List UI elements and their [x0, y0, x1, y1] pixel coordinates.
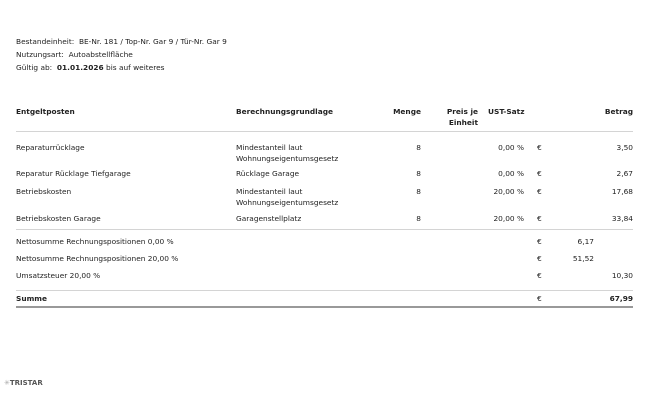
row-ust: 0,00 % [498, 143, 524, 152]
summary-value: 51,52 [572, 254, 594, 263]
header-betrag: Betrag [604, 107, 633, 116]
row-grundlage-line2: Wohnungseigentumsgesetz [236, 198, 339, 207]
total-value: 67,99 [609, 294, 633, 303]
row-posten: Betriebskosten Garage [16, 214, 101, 223]
row-betrag: 33,84 [611, 214, 633, 223]
nutzungsart [16, 50, 133, 60]
row-currency: € [537, 143, 542, 152]
row-grundlage-line2: Wohnungseigentumsgesetz [236, 154, 339, 163]
header-entgeltposten: Entgeltposten [16, 107, 75, 116]
divider [16, 290, 633, 291]
row-currency: € [537, 214, 542, 223]
suffix: bis auf weiteres [106, 63, 165, 72]
date: 01.01.2026 [56, 63, 104, 72]
bestandeinheit [16, 37, 227, 47]
star-icon: ✳ [4, 379, 10, 387]
row-menge: 8 [416, 187, 421, 196]
row-grundlage: Mindestanteil laut [236, 143, 303, 152]
row-menge: 8 [416, 143, 421, 152]
divider [16, 229, 633, 230]
header-preis: Preis je [446, 107, 478, 116]
header-ust-satz: UST-Satz [488, 107, 525, 116]
total-divider [16, 306, 633, 308]
logo-text: TRISTAR [9, 379, 43, 387]
summary-currency: € [537, 254, 542, 263]
header-preis-einheit: Einheit [448, 118, 478, 127]
row-ust: 0,00 % [498, 169, 524, 178]
row-grundlage: Mindestanteil laut [236, 187, 303, 196]
row-ust: 20,00 % [493, 214, 524, 223]
summary-label: Nettosumme Rechnungspositionen 0,00 % [16, 237, 174, 246]
label: Bestandeinheit: [16, 37, 75, 46]
label: Gültig ab: [16, 63, 53, 72]
row-posten: Reparaturrücklage [16, 143, 85, 152]
row-posten: Betriebskosten [16, 187, 72, 196]
row-betrag: 3,50 [616, 143, 633, 152]
tristar-logo [4, 378, 43, 388]
total-currency: € [537, 294, 542, 303]
summary-label: Umsatzsteuer 20,00 % [16, 271, 101, 280]
row-betrag: 2,67 [616, 169, 633, 178]
row-ust: 20,00 % [493, 187, 524, 196]
value: Autoabstellfläche [68, 50, 133, 59]
summary-value: 10,30 [611, 271, 633, 280]
row-grundlage: Garagenstellplatz [236, 214, 302, 223]
label: Nutzungsart: [16, 50, 64, 59]
header-menge: Menge [393, 107, 421, 116]
row-grundlage: Rücklage Garage [236, 169, 300, 178]
row-currency: € [537, 187, 542, 196]
row-menge: 8 [416, 214, 421, 223]
row-menge: 8 [416, 169, 421, 178]
summary-currency: € [537, 271, 542, 280]
gueltig-ab [16, 63, 164, 73]
summary-label: Nettosumme Rechnungspositionen 20,00 % [16, 254, 179, 263]
row-posten: Reparatur Rücklage Tiefgarage [16, 169, 131, 178]
row-currency: € [537, 169, 542, 178]
total-label: Summe [16, 294, 47, 303]
header-berechnungsgrundlage: Berechnungsgrundlage [236, 107, 333, 116]
value: BE-Nr. 181 / Top-Nr. Gar 9 / Tür-Nr. Gar 9 [78, 37, 227, 46]
divider [16, 131, 633, 132]
row-betrag: 17,68 [611, 187, 633, 196]
summary-value: 6,17 [577, 237, 594, 246]
summary-currency: € [537, 237, 542, 246]
